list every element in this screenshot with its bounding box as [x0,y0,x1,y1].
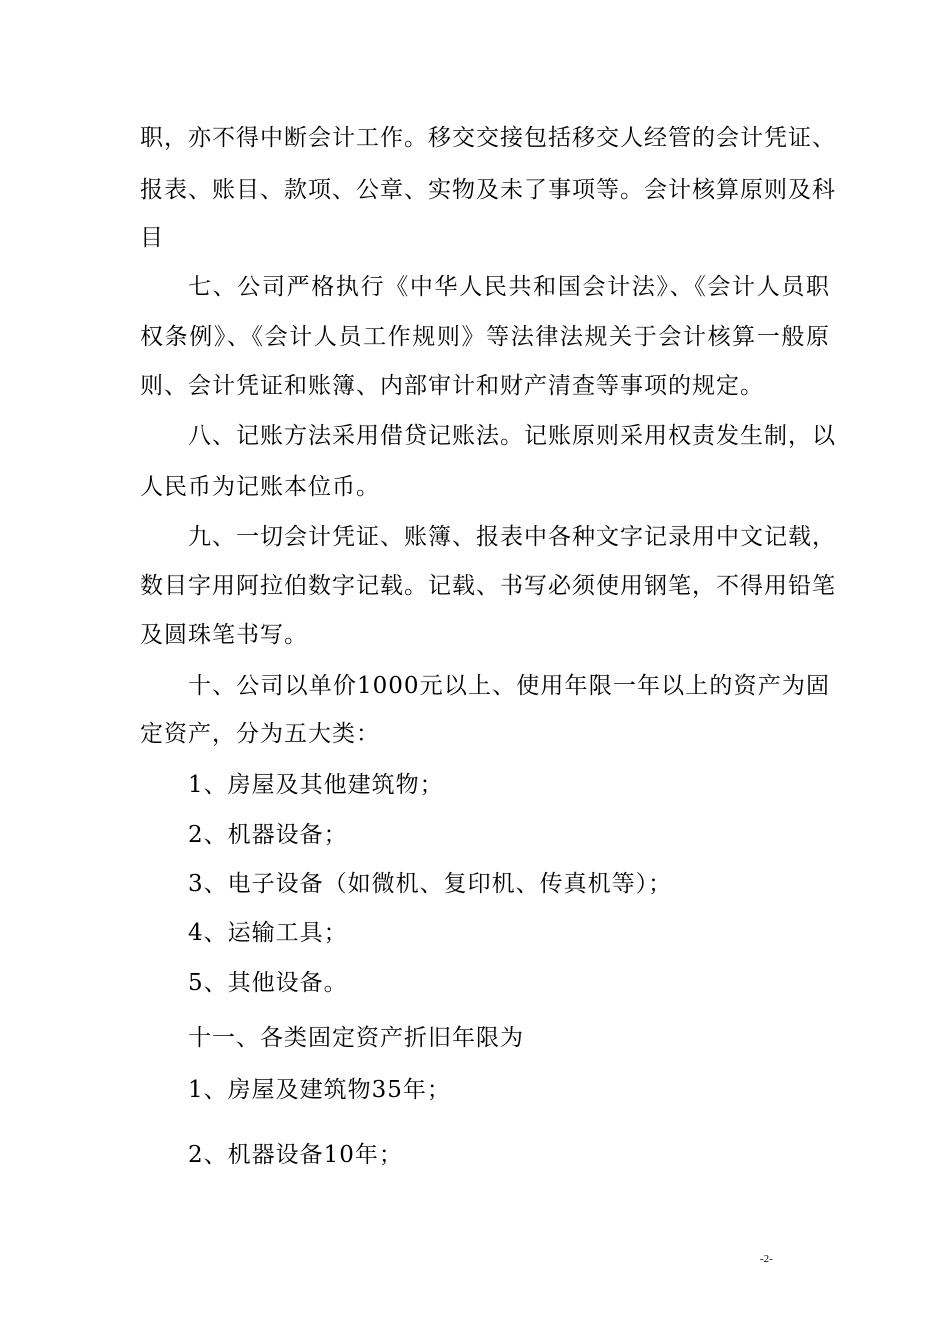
text-line: 数目字用阿拉伯数字记载。记载、书写必须使用钢笔，不得用铅笔 [140,573,836,599]
list-item: 4、运输工具； [188,920,348,946]
list-item: 3、电子设备（如微机、复印机、传真机等）； [188,871,673,897]
paragraph-first-line: 八、记账方法采用借贷记账法。记账原则采用权责发生制，以 [188,423,836,449]
text-line: 目 [140,225,164,251]
text-line: 定资产，分为五大类： [140,721,380,747]
paragraph-first-line: 七、公司严格执行《中华人民共和国会计法》、《会计人员职 [188,274,830,300]
text-line: 报表、账目、款项、公章、实物及未了事项等。会计核算原则及科 [140,177,836,203]
text-line: 人民币为记账本位币。 [140,474,380,500]
paragraph-first-line: 九、一切会计凭证、账簿、报表中各种文字记录用中文记载， [188,524,836,550]
list-item: 2、机器设备10年； [188,1142,403,1168]
text-line: 职，亦不得中断会计工作。移交交接包括移交人经管的会计凭证、 [140,125,836,151]
text-line: 权条例》、《会计人员工作规则》等法律法规关于会计核算一般原 [140,324,830,350]
text-line: 则、会计凭证和账簿、内部审计和财产清查等事项的规定。 [140,373,764,399]
section-heading: 十一、各类固定资产折旧年限为 [188,1025,524,1051]
list-item: 5、其他设备。 [188,970,348,996]
list-item: 2、机器设备； [188,822,348,848]
paragraph-first-line: 十、公司以单价1000元以上、使用年限一年以上的资产为固 [188,673,830,699]
text-line: 及圆珠笔书写。 [140,622,308,648]
list-item: 1、房屋及其他建筑物； [188,772,444,798]
page-number: -2- [760,1253,773,1265]
list-item: 1、房屋及建筑物35年； [188,1077,451,1103]
